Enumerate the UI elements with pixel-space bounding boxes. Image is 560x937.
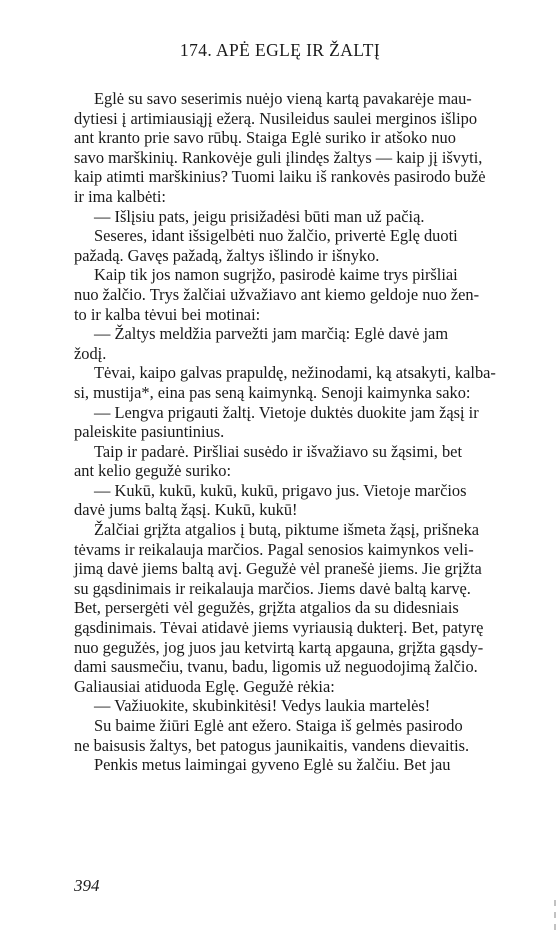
paragraph: — Išlįsiu pats, jeigu prisižadėsi būti man už pačią. — [94, 206, 425, 226]
paragraph: Taip ir padarė. Piršliai susėdo ir išvažiavo su žąsimi, bet ant kelio gegužė suriko: — [74, 441, 463, 481]
paragraph: Eglė su savo seserimis nuėjo vieną kartą pavakarėje mau- dytiesi į artimiausiąjį ežerą. Nusileidus saulei merginos išlipo ant kranto prie savo rūbų. Staiga Eglė suriko ir atšoko nuo savo marškinių. Rankovėje guli įlindęs žaltys — kaip jį išvyti, kaip atimti marškinius? Tuomi laiku iš rankovės pasirodo bužė ir ima kalbėti: — [74, 89, 486, 206]
paragraph: Tėvai, kaipo galvas prapuldę, nežinodami, ką atsakyti, kalba- si, mustija*, eina pas seną kaimynką. Senoji kaimynka sako: — [74, 363, 496, 402]
paragraph: — Kukū, kukū, kukū, kukū, prigavo jus. Vietoje marčios davė jums baltą žąsį. Kukū, kukū! — [74, 480, 467, 520]
paragraph: — Važiuokite, skubinkitėsi! Vedys laukia martelės! — [94, 696, 431, 716]
paragraph: Su baime žiūri Eglė ant ežero. Staiga iš gelmės pasirodo ne baisusis žaltys, bet patogus jaunikaitis, vandens dievaitis. — [74, 716, 470, 755]
scan-edge-mark — [554, 900, 556, 930]
paragraph: Kaip tik jos namon sugrįžo, pasirodė kaime trys piršliai nuo žalčio. Trys žalčiai užvažiavo ant kiemo geldoje nuo žen- to ir kalba tėvui bei motinai: — [74, 265, 480, 324]
paragraph: — Lengva prigauti žaltį. Vietoje duktės duokite jam žąsį ir paleiskite pasiuntinius. — [74, 402, 479, 442]
page-number: 394 — [74, 876, 100, 895]
paragraph: Žalčiai grįžta atgalios į butą, piktume išmeta žąsį, prišneka tėvams ir reikalauja marčios. Pagal senosios kaimynkos veli- jimą davė jiems baltą avį. Gegužė vėl pranešė jiems. Jie grįžta su gąsdinimais ir reikalauja marčios. Jiems davė baltą karvę. Bet, persergėti vėl gegužės, grįžta atgalios da su didesniais gąsdinimais. Tėvai atidavė jiems vyriausią dukterį. Bet, patyrę nuo gegužės, jog juos jau ketvirtą kartą apgauna, grįžta gąsdy- dami sausmečiu, tvanu, badu, ligomis už neguodojimą žalčio. Galiausiai atiduoda Eglę. Gegužė rėkia: — [74, 520, 484, 696]
paragraph: Seseres, idant išsigelbėti nuo žalčio, privertė Eglę duoti pažadą. Gavęs pažadą, žaltys išlindo ir išnyko. — [74, 226, 458, 265]
story-body — [74, 89, 526, 775]
paragraph: Penkis metus laimingai gyveno Eglė su žalčiu. Bet jau — [94, 755, 451, 775]
story-title: 174. APĖ EGLĘ IR ŽALTĮ — [179, 40, 381, 60]
paragraph: — Žaltys meldžia parvežti jam marčią: Eglė davė jam žodį. — [74, 324, 449, 363]
